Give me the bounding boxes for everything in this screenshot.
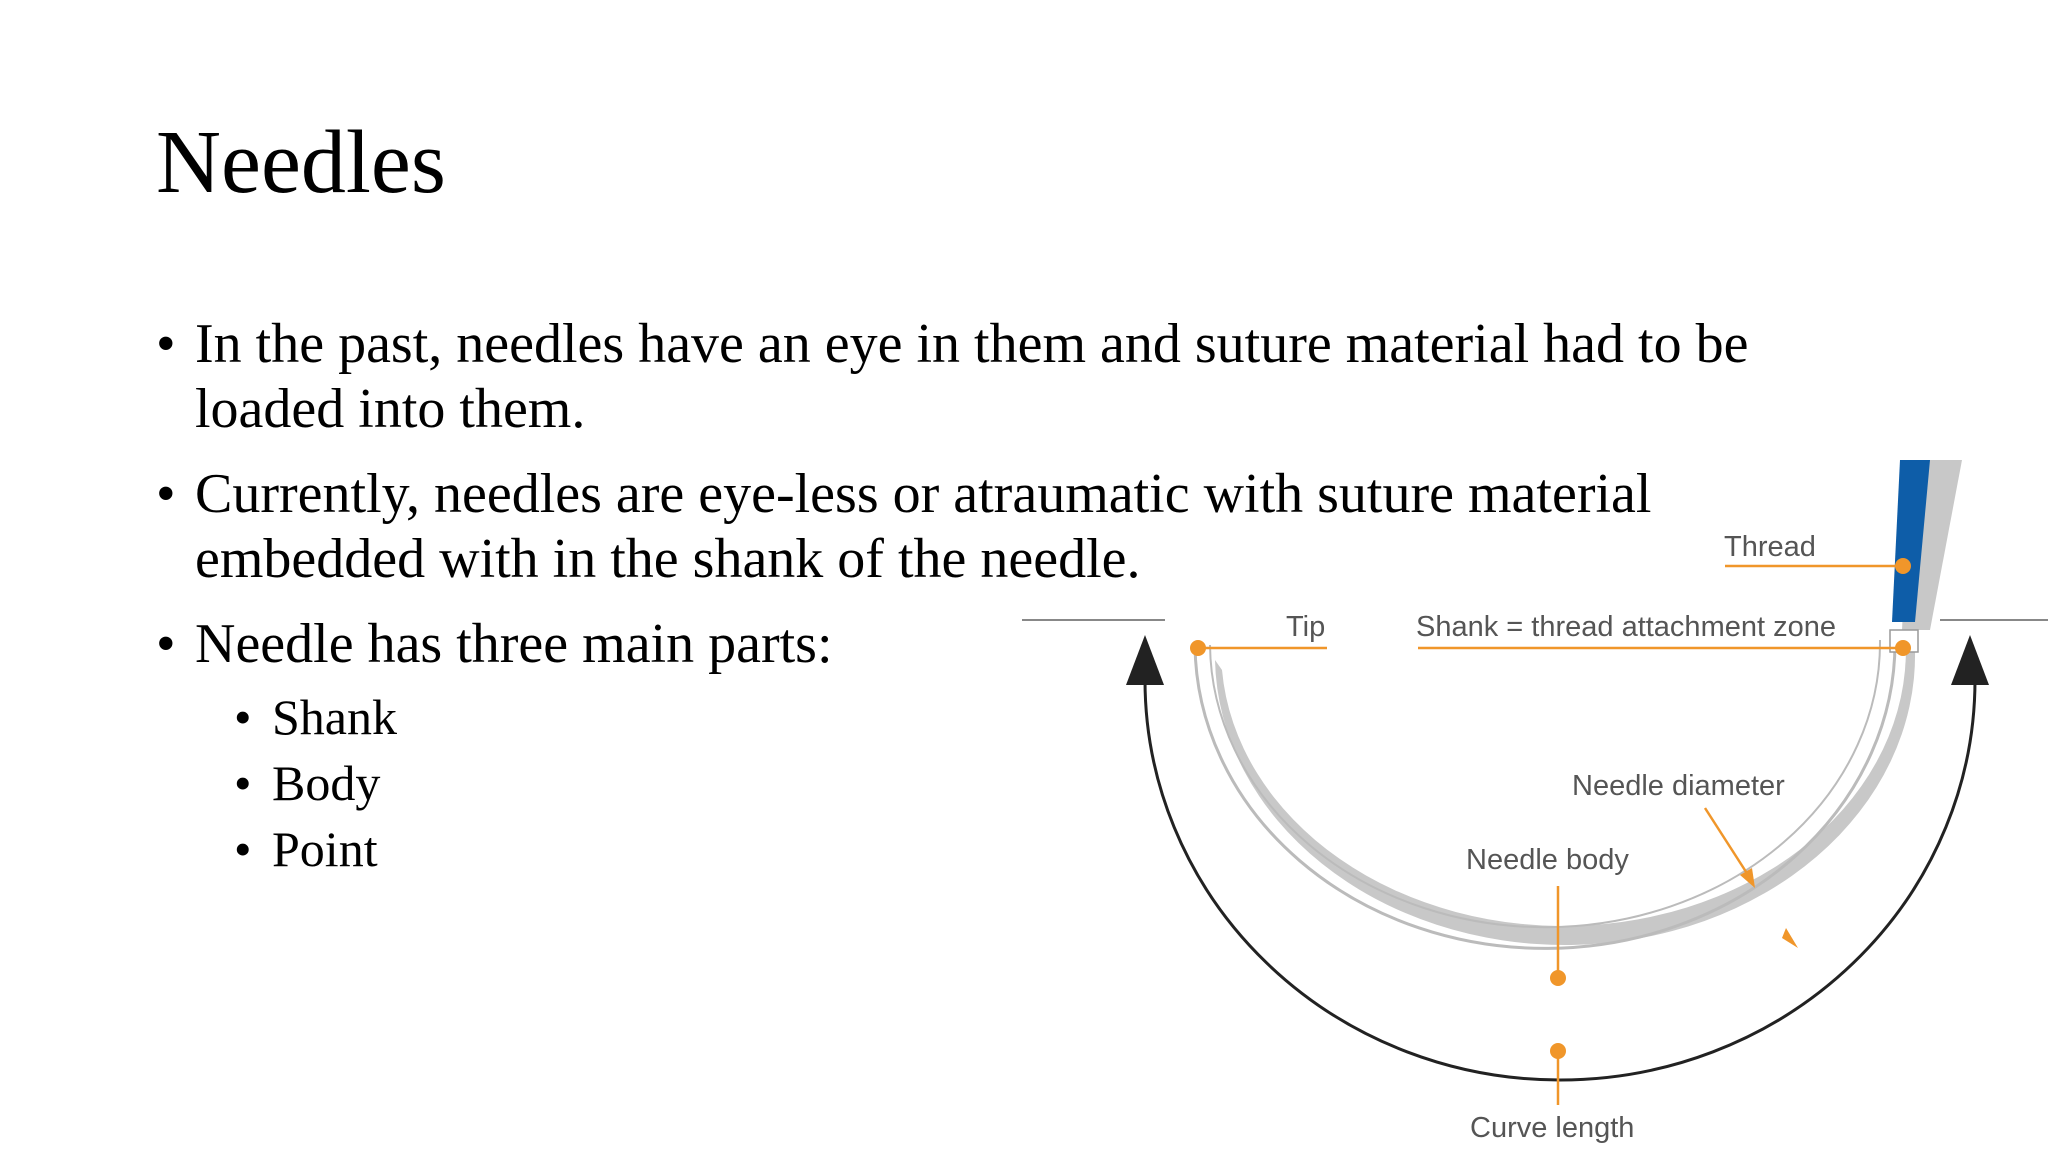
needle-shade [1215, 630, 1915, 945]
needle-outline-outer [1195, 640, 1895, 948]
sub-bullet-glyph: • [234, 755, 252, 811]
label-curve-length: Curve length [1470, 1112, 1635, 1144]
sub-bullet-label: Shank [272, 689, 397, 745]
bullet-2-line-2: embedded with in the shank of the needle. [195, 528, 1141, 590]
needle-diagram [1010, 450, 2048, 1152]
label-tip: Tip [1286, 611, 1326, 643]
bullet-glyph: • [156, 313, 176, 375]
curve-dot [1550, 1043, 1566, 1059]
arrow-left-icon [1126, 635, 1164, 685]
tip-dot [1190, 640, 1206, 656]
bullet-3-line-1: Needle has three main parts: [195, 613, 833, 675]
label-thread: Thread [1724, 531, 1816, 563]
sub-bullet-glyph: • [234, 821, 252, 877]
sub-bullet-label: Body [272, 755, 381, 811]
bullet-3 [156, 612, 833, 677]
sub-bullet-glyph: • [234, 689, 252, 745]
arrow-right-icon [1951, 635, 1989, 685]
curve-length-arc [1145, 680, 1975, 1080]
bullet-1-line-2: loaded into them. [195, 378, 586, 440]
bullet-1 [156, 312, 1748, 442]
sub-bullet-body [234, 755, 381, 811]
sub-bullet-point [234, 821, 378, 877]
shank-dot [1895, 640, 1911, 656]
diameter-leader [1705, 808, 1750, 878]
sub-bullet-label: Point [272, 821, 378, 877]
label-needle-body: Needle body [1466, 844, 1629, 876]
label-needle-diameter: Needle diameter [1572, 770, 1785, 802]
bullet-glyph: • [156, 613, 176, 675]
bullet-2-line-1: Currently, needles are eye-less or atraumatic with suture material [195, 463, 1652, 525]
bullet-glyph: • [156, 463, 176, 525]
sub-bullet-shank [234, 689, 397, 745]
thread-dot [1895, 558, 1911, 574]
diameter-arrow-icon-2 [1782, 928, 1798, 948]
slide-title: Needles [156, 113, 446, 212]
label-shank: Shank = thread attachment zone [1416, 611, 1836, 643]
body-dot [1550, 970, 1566, 986]
bullet-1-line-1: In the past, needles have an eye in them and suture material had to be [195, 313, 1749, 375]
